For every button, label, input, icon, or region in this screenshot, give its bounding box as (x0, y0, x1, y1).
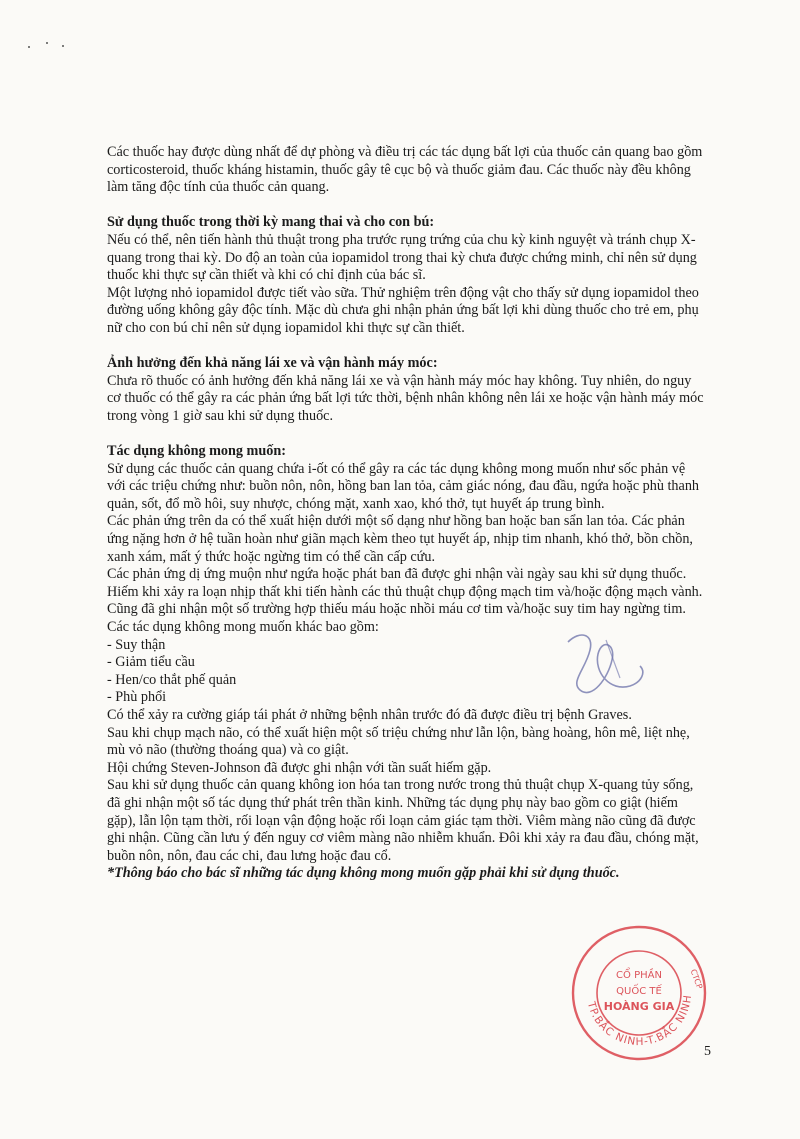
driving-heading: Ảnh hưởng đến khả năng lái xe và vận hành máy móc: (107, 355, 438, 372)
adverse-after-paragraph-2: Sau khi chụp mạch não, có thể xuất hiện một số triệu chứng như lẫn lộn, bàng hoàng, hôn mê, liệt nhẹ, mù vỏ não (thường thoáng qua) và co giật. (107, 724, 690, 759)
stamp-ring-text: TP.BẮC NINH-T.BẮC NINH (584, 993, 695, 1049)
document-body (107, 144, 707, 883)
intro-paragraph: Các thuốc hay được dùng nhất để dự phòng và điều trị các tác dụng bất lợi của thuốc cản quang bao gồm corticosteroid, thuốc kháng histamin, thuốc gây tê cục bộ và thuốc giảm đau. Các thuốc này đều không làm tăng độc tính của thuốc cản quang. (107, 144, 703, 196)
doctor-notice: *Thông báo cho bác sĩ những tác dụng không mong muốn gặp phải khi sử dụng thuốc. (107, 865, 620, 882)
pregnancy-paragraph-2: Một lượng nhỏ iopamidol được tiết vào sữa. Thử nghiệm trên động vật cho thấy sử dụng iopamidol theo đường uống không gây độc tính. Mặc dù chưa ghi nhận phản ứng bất lợi khi dùng thuốc cho trẻ em, phụ nữ cho con bú chỉ nên sử dụng iopamidol khi thực sự cần thiết. (107, 284, 699, 336)
adverse-paragraph-6: Các tác dụng không mong muốn khác bao gồm: (107, 619, 379, 636)
driving-paragraph: Chưa rõ thuốc có ảnh hưởng đến khả năng lái xe và vận hành máy móc hay không. Tuy nhiên, do nguy cơ thuốc có thể gây ra các phản ứng bất lợi tức thời, bệnh nhân không nên lái xe hoặc vận hành máy móc trong vòng 1 giờ sau khi sử dụng thuốc. (107, 372, 704, 424)
page-number: 5 (704, 1044, 711, 1059)
adverse-after-paragraph-1: Có thể xảy ra cường giáp tái phát ở những bệnh nhân trước đó đã được điều trị bệnh Graves. (107, 707, 632, 723)
stamp-mid-text: QUỐC TẾ (616, 986, 662, 997)
adverse-paragraph-5: Cũng đã ghi nhận một số trường hợp thiếu máu hoặc nhồi máu cơ tim và/hoặc suy tim hay ngừng tim. (107, 601, 686, 618)
signature-mark (550, 620, 660, 710)
list-item: - Phù phổi (107, 689, 167, 706)
list-item: - Suy thận (107, 636, 166, 653)
pregnancy-paragraph-1: Nếu có thể, nên tiến hành thủ thuật trong pha trước rụng trứng của chu kỳ kinh nguyệt và tránh chụp X-quang trong thai kỳ. Do độ an toàn của iopamidol trong thai kỳ chưa được chứng minh, chỉ nên sử dụng thuốc khi thực sự cần thiết và khi có chỉ định của bác sĩ. (107, 231, 697, 284)
stamp-side-text: CTCP (688, 968, 705, 991)
stamp-top-text: CỔ PHẦN (616, 970, 662, 981)
adverse-paragraph-3: Các phản ứng dị ứng muộn như ngứa hoặc phát ban đã được ghi nhận vài ngày sau khi sử dụng thuốc. (107, 566, 687, 583)
adverse-heading: Tác dụng không mong muốn: (107, 443, 286, 460)
company-stamp (566, 920, 712, 1066)
adverse-after-paragraph-4: Sau khi sử dụng thuốc cản quang không ion hóa tan trong nước trong thủ thuật chụp X-quang tủy sống, đã ghi nhận một số tác dụng thứ phát trên thần kinh. Những tác dụng phụ này bao gồm co giật (hiếm gặp), lẫn lộn tạm thời, rối loạn vận động hoặc rối loạn cảm giác tạm thời. Viêm màng não cũng đã được ghi nhận. Cũng cần lưu ý đến nguy cơ viêm màng não nhiễm khuẩn. Đôi khi xảy ra đau đầu, chóng mặt, buồn nôn, nôn, đau các chi, đau lưng hoặc đau cổ. (107, 777, 699, 864)
adverse-paragraph-2: Các phản ứng trên da có thể xuất hiện dưới một số dạng như hồng ban hoặc ban sẩn lan tỏa. Các phản ứng nặng hơn ở hệ tuần hoàn như giãn mạch kèm theo tụt huyết áp, nhịp tim nhanh, khó thở, bồn chồn, xanh xám, mất ý thức hoặc ngừng tim có thể cần cấp cứu. (107, 513, 693, 565)
pregnancy-heading: Sử dụng thuốc trong thời kỳ mang thai và cho con bú: (107, 214, 435, 231)
adverse-paragraph-4: Hiếm khi xảy ra loạn nhịp thất khi tiến hành các thủ thuật chụp động mạch tim và/hoặc động mạch vành. (107, 583, 703, 600)
adverse-paragraph-1: Sử dụng các thuốc cản quang chứa i-ốt có thể gây ra các tác dụng không mong muốn như sốc phản vệ với các triệu chứng như: buồn nôn, nôn, hồng ban lan tỏa, cảm giác nóng, đau đầu, ngứa hoặc phù thanh quản, sốt, đổ mồ hôi, suy nhược, chóng mặt, xanh xao, khó thở, tụt huyết áp trung bình. (107, 460, 700, 512)
list-item: - Hen/co thắt phế quản (107, 671, 237, 688)
stamp-bottom-text: HOÀNG GIA (603, 1000, 675, 1013)
list-item: - Giảm tiểu cầu (107, 654, 195, 671)
stamp-seal-icon (566, 920, 712, 1066)
adverse-after-paragraph-3: Hội chứng Steven-Johnson đã được ghi nhận với tần suất hiếm gặp. (107, 759, 492, 776)
